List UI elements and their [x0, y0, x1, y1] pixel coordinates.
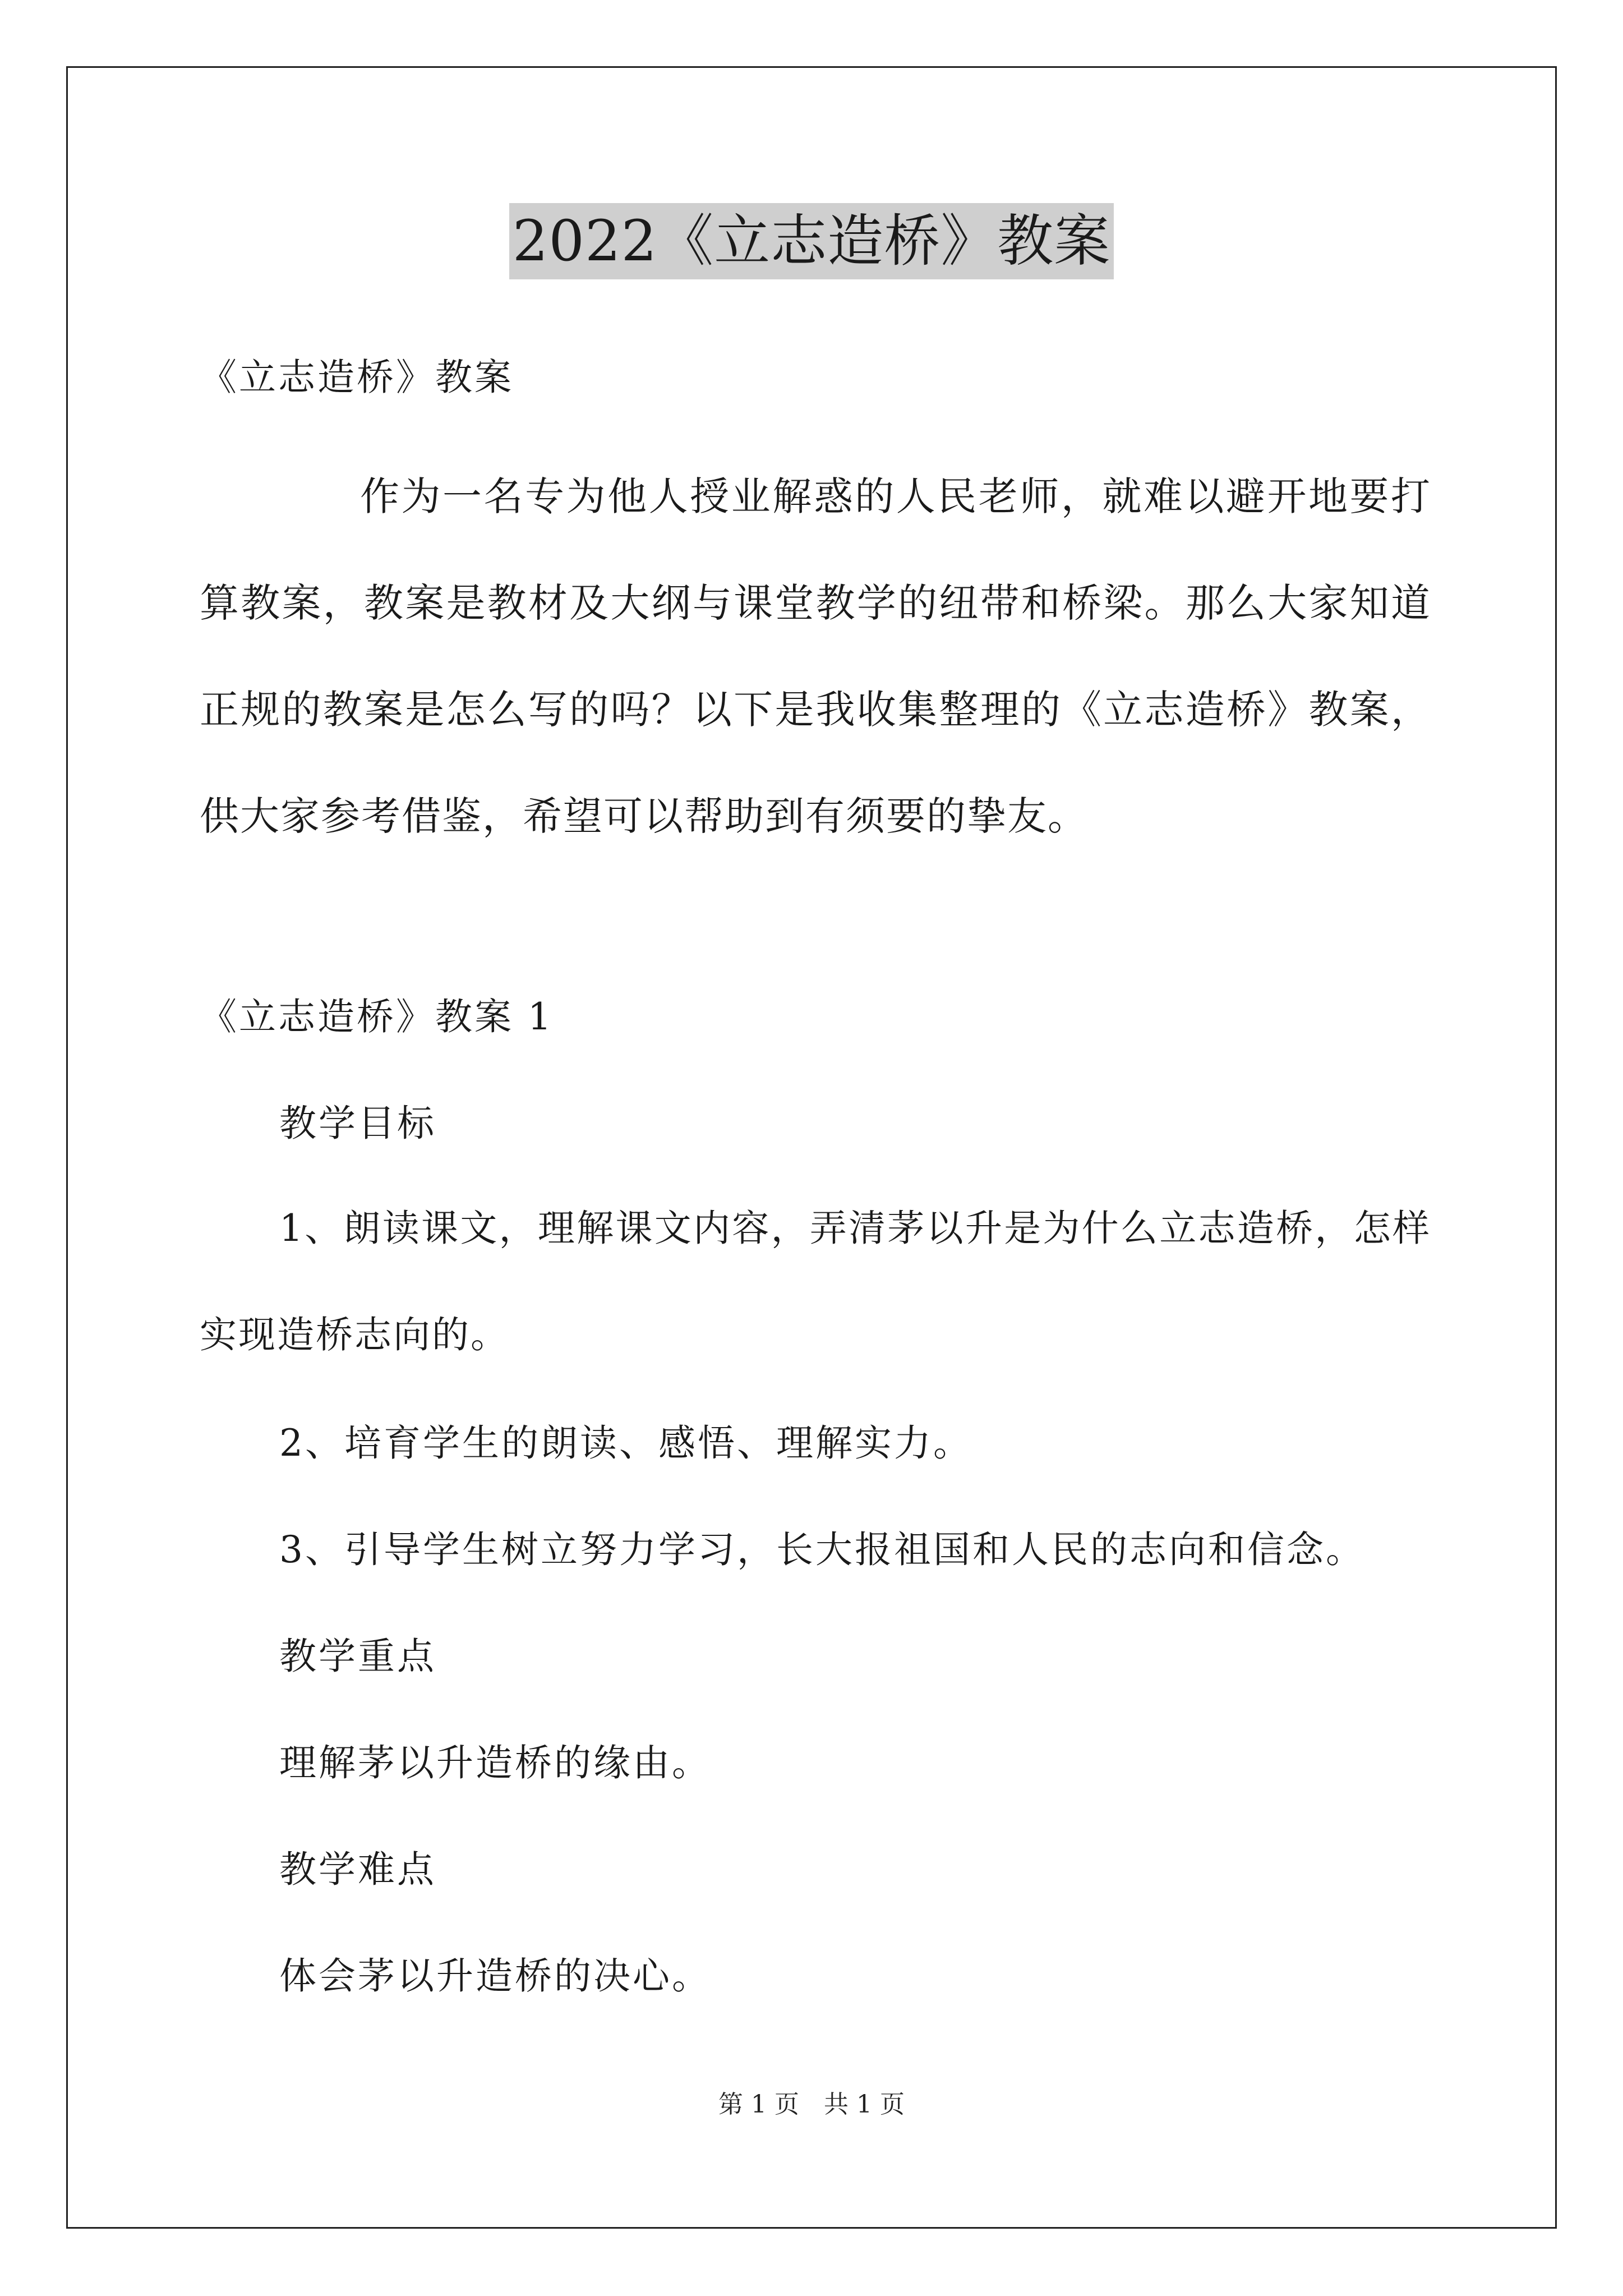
key-heading: 教学重点 — [279, 1635, 436, 1678]
section-title: 《立志造桥》教案 1 — [200, 995, 554, 1038]
goals-heading: 教学目标 — [279, 1102, 436, 1145]
intro-paragraph: 作为一名专为他人授业解惑的人民老师，就难以避开地要打算教案，教案是教材及大纲与课堂教学的纽带和桥梁。那么大家知道正规的教案是怎么写的吗？以下是我收集整理的《立志造桥》教案，供大家参考借鉴，希望可以帮助到有须要的挚友。 — [200, 473, 1431, 839]
goal-item-3: 3、引导学生树立努力学习，长大报祖国和人民的志向和信念。 — [279, 1528, 1365, 1571]
document-title: 2022《立志造桥》教案 — [509, 203, 1114, 279]
page-number: 第 1 页 共 1 页 — [718, 2090, 905, 2119]
subtitle: 《立志造桥》教案 — [200, 356, 514, 399]
difficulty-text: 体会茅以升造桥的决心。 — [279, 1954, 711, 1998]
difficulty-heading: 教学难点 — [279, 1848, 436, 1891]
title-container — [0, 203, 1623, 279]
goal-item-2: 2、培育学生的朗读、感悟、理解实力。 — [279, 1421, 972, 1465]
goal-item-1: 1、朗读课文，理解课文内容，弄清茅以升是为什么立志造桥，怎样实现造桥志向的。 — [200, 1207, 1431, 1356]
key-text: 理解茅以升造桥的缘由。 — [279, 1741, 711, 1784]
